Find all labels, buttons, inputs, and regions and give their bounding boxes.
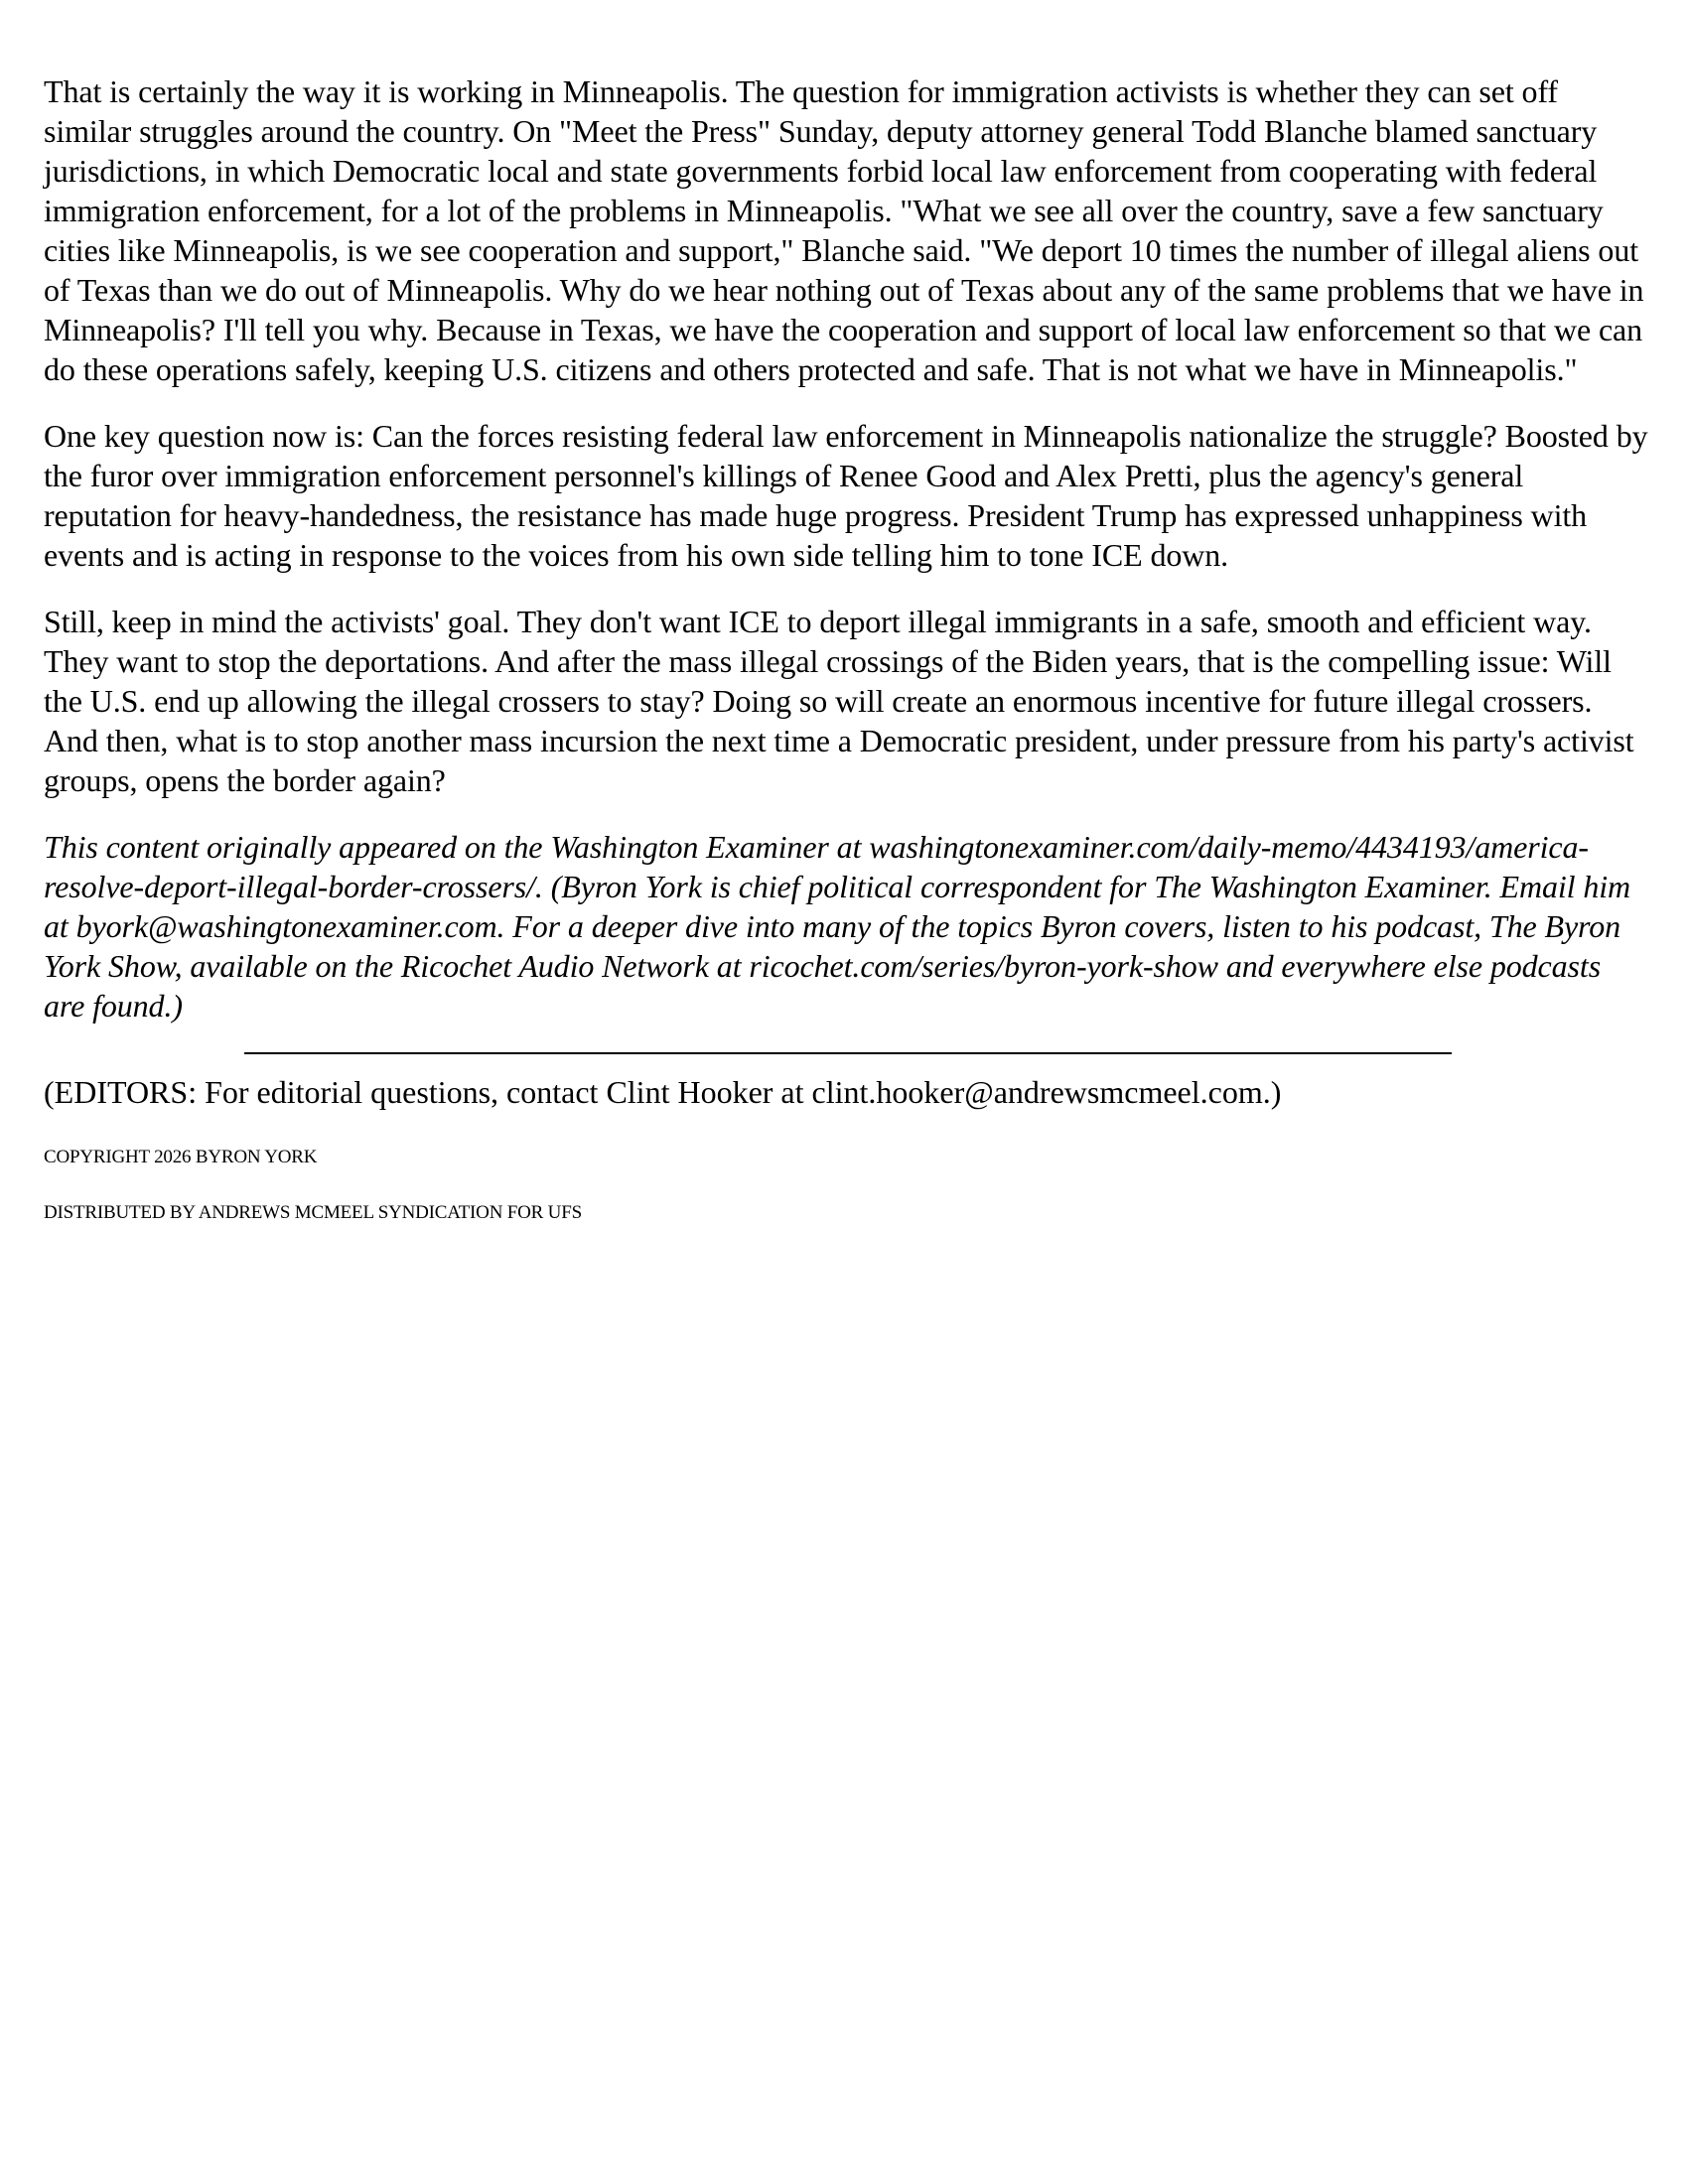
article-tagline: This content originally appeared on the Washington Examiner at washingtonexaminer.com/daily-memo/4434193/america-resolve-deport-illegal-border-crossers/. (Byron York is chief political correspondent for The Washington Examiner. Email him at byork@washingtonexaminer.com. For a deeper dive into many of the topics Byron covers, listen to his podcast, The Byron York Show, available on the Ricochet Audio Network at ricochet.com/series/byron-york-show and everywhere else podcasts are found.) bbox=[44, 829, 1631, 1024]
document-page bbox=[44, 71, 1648, 1257]
distribution-line: DISTRIBUTED BY ANDREWS MCMEEL SYNDICATION FOR UFS bbox=[44, 1202, 582, 1223]
article-paragraph-1: That is certainly the way it is working in Minneapolis. The question for immigration activists is whether they can set off similar struggles around the country. On "Meet the Press" Sunday, deputy attorney general Todd Blanche blamed sanctuary jurisdictions, in which Democratic local and state governments forbid local law enforcement from cooperating with federal immigration enforcement, for a lot of the problems in Minneapolis. "What we see all over the country, save a few sanctuary cities like Minneapolis, is we see cooperation and support," Blanche said. "We deport 10 times the number of illegal aliens out of Texas than we do out of Minneapolis. Why do we hear nothing out of Texas about any of the same problems that we have in Minneapolis? I'll tell you why. Because in Texas, we have the cooperation and support of local law enforcement so that we can do these operations safely, keeping U.S. citizens and others protected and safe. That is not what we have in Minneapolis." bbox=[44, 73, 1644, 387]
editors-note: (EDITORS: For editorial questions, contact Clint Hooker at clint.hooker@andrewsmcmeel.com.) bbox=[44, 1074, 1282, 1110]
separator-rule bbox=[244, 1052, 1452, 1054]
article-paragraph-2: One key question now is: Can the forces resisting federal law enforcement in Minneapolis nationalize the struggle? Boosted by the furor over immigration enforcement personnel's killings of Renee Good and Alex Pretti, plus the agency's general reputation for heavy-handedness, the resistance has made huge progress. President Trump has expressed unhappiness with events and is acting in response to the voices from his own side telling him to tone ICE down. bbox=[44, 418, 1648, 573]
copyright-line: COPYRIGHT 2026 BYRON YORK bbox=[44, 1147, 318, 1167]
article-paragraph-3: Still, keep in mind the activists' goal. They don't want ICE to deport illegal immigrants in a safe, smooth and efficient way. They want to stop the deportations. And after the mass illegal crossings of the Biden years, that is the compelling issue: Will the U.S. end up allowing the illegal crossers to stay? Doing so will create an enormous incentive for future illegal crossers. And then, what is to stop another mass incursion the next time a Democratic president, under pressure from his party's activist groups, opens the border again? bbox=[44, 604, 1634, 798]
